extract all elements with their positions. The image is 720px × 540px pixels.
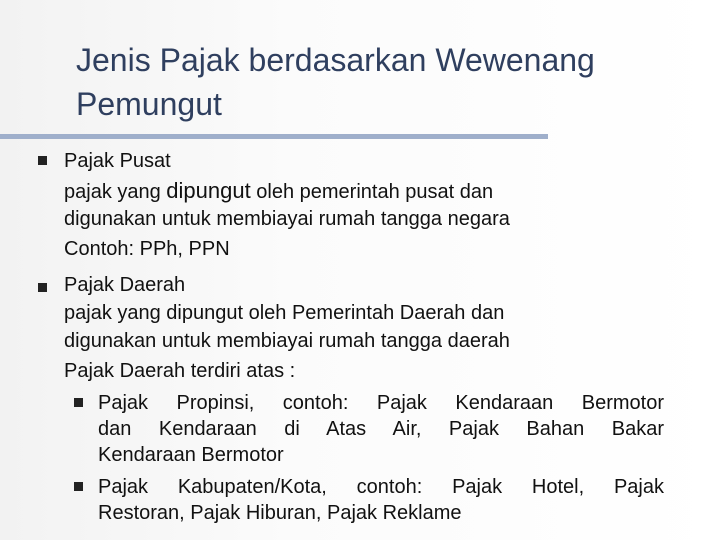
slide-title: Jenis Pajak berdasarkan Wewenang Pemungut bbox=[76, 42, 595, 122]
item-description-line bbox=[64, 176, 493, 207]
square-bullet-icon bbox=[74, 482, 83, 491]
item-description-text: dipungut bbox=[166, 178, 251, 203]
item-heading: Pajak Pusat bbox=[64, 150, 171, 172]
item-intro: Pajak Daerah terdiri atas : bbox=[64, 360, 296, 382]
title-divider bbox=[0, 134, 548, 139]
sub-item-line: Restoran, Pajak Hiburan, Pajak Reklame bbox=[98, 502, 462, 524]
sub-item-line: dan Kendaraan di Atas Air, Pajak Bahan Bakar bbox=[98, 418, 664, 440]
item-description-line: pajak yang dipungut oleh Pemerintah Daerah dan bbox=[64, 302, 505, 324]
item-description-line: digunakan untuk membiayai rumah tangga daerah bbox=[64, 330, 510, 352]
item-description-text: pajak yang bbox=[64, 181, 167, 203]
square-bullet-icon bbox=[38, 156, 47, 165]
item-heading: Pajak Daerah bbox=[64, 274, 186, 296]
sub-item-line: Pajak Kabupaten/Kota, contoh: Pajak Hotel, Pajak bbox=[98, 476, 664, 498]
item-example: Contoh: PPh, PPN bbox=[64, 238, 230, 260]
item-description-line: digunakan untuk membiayai rumah tangga negara bbox=[64, 208, 510, 230]
item-description-text: oleh pemerintah pusat dan bbox=[250, 181, 494, 203]
square-bullet-icon bbox=[38, 283, 47, 292]
square-bullet-icon bbox=[74, 398, 83, 407]
sub-item-line: Kendaraan Bermotor bbox=[98, 444, 284, 466]
sub-item-line: Pajak Propinsi, contoh: Pajak Kendaraan Bermotor bbox=[98, 392, 664, 414]
